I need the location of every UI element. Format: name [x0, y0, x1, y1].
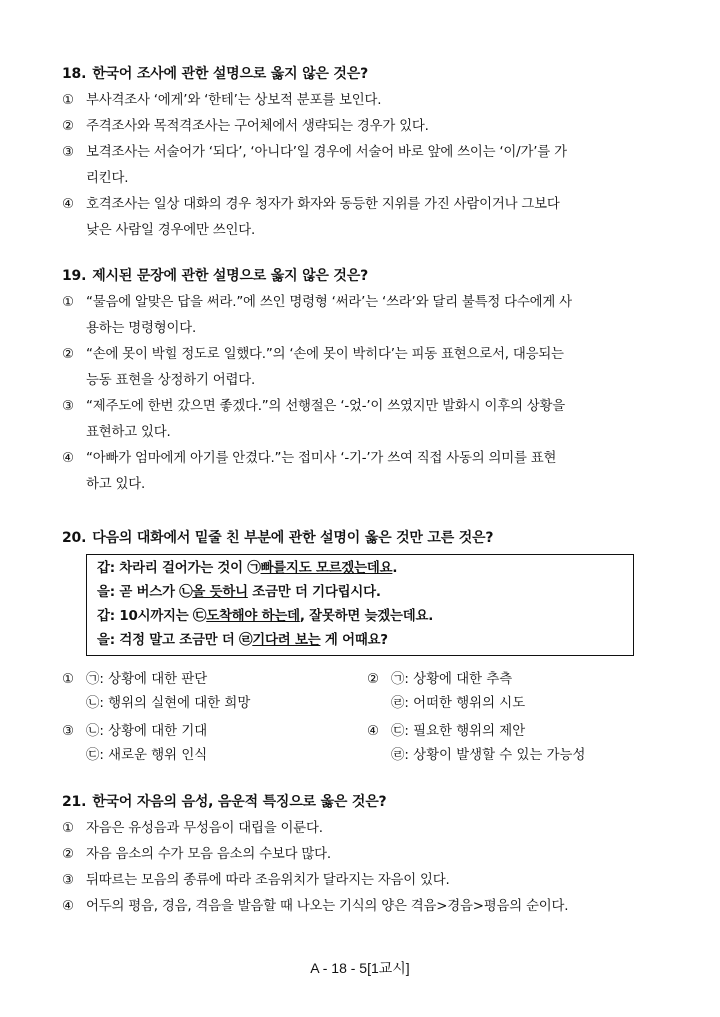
question-18-title: [62, 64, 672, 84]
choice-text: ㉢: 필요한 행위의 제안: [391, 724, 526, 739]
option-text: 하고 있다.: [86, 477, 146, 492]
question-text: 한국어 조사에 관한 설명으로 옳지 않은 것은?: [92, 66, 368, 82]
underlined-phrase: 기다려 보는: [252, 633, 321, 648]
question-19: [62, 266, 672, 498]
option-text: 어두의 평음, 경음, 격음을 발음할 때 나오는 기식의 양은 격음>경음>평음의 순이다.: [86, 899, 569, 914]
question-number: 20.: [62, 530, 87, 546]
option-marker: ③: [62, 399, 74, 414]
option-text: 표현하고 있다.: [86, 425, 171, 440]
dialogue-text: 갑: 10시까지는: [97, 609, 193, 624]
choice-text: ㉡: 상황에 대한 기대: [86, 724, 208, 739]
option-4[interactable]: [62, 894, 672, 920]
option-3[interactable]: [62, 140, 672, 192]
option-marker: ②: [62, 847, 74, 862]
option-text: 용하는 명령형이다.: [86, 321, 196, 336]
dialogue-text: 을: 걱정 말고 조금만 더: [97, 633, 240, 648]
option-marker: ①: [62, 93, 74, 108]
question-21: [62, 792, 672, 920]
option-marker: ③: [62, 145, 74, 160]
option-marker: ②: [62, 347, 74, 362]
option-text: 능동 표현을 상정하기 어렵다.: [86, 373, 256, 388]
dialogue-line: [97, 605, 623, 629]
choice-3[interactable]: [62, 720, 367, 768]
option-text: 뒤따르는 모음의 종류에 따라 조음위치가 달라지는 자음이 있다.: [86, 873, 450, 888]
choice-text: ㉡: 행위의 실현에 대한 희망: [86, 696, 251, 711]
circled-marker: ㉣: [239, 633, 253, 648]
option-marker: ①: [62, 672, 75, 687]
question-text: 다음의 대화에서 밑줄 친 부분에 관한 설명이 옳은 것만 고른 것은?: [92, 530, 494, 546]
underlined-phrase: 올 듯하니: [192, 585, 248, 600]
option-1[interactable]: [62, 816, 672, 842]
dialogue-line: [97, 629, 623, 653]
question-number: 19.: [62, 268, 87, 284]
option-4[interactable]: [62, 192, 672, 244]
option-marker: ②: [62, 119, 74, 134]
option-text: 리킨다.: [86, 171, 129, 186]
question-number: 18.: [62, 66, 87, 82]
question-19-title: [62, 266, 672, 286]
circled-marker: ㉠: [247, 561, 261, 576]
underlined-phrase: 도착해야 하는데: [206, 609, 300, 624]
choice-text: ㉣: 어떠한 행위의 시도: [391, 696, 526, 711]
question-18: [62, 64, 672, 244]
option-4[interactable]: [62, 446, 672, 498]
option-text: 보격조사는 서술어가 ‘되다’, ‘아니다’일 경우에 서술어 바로 앞에 쓰이는 ‘이/가’를 가: [86, 145, 567, 160]
option-marker: ②: [367, 672, 380, 687]
dialogue-text: 갑: 차라리 걸어가는 것이: [97, 561, 248, 576]
option-marker: ④: [62, 197, 74, 212]
option-text: 자음은 유성음과 무성음이 대립을 이룬다.: [86, 821, 323, 836]
option-1[interactable]: [62, 88, 672, 114]
option-text: 낮은 사람일 경우에만 쓰인다.: [86, 223, 256, 238]
option-1[interactable]: [62, 290, 672, 342]
option-text: “손에 못이 박힐 정도로 일했다.”의 ‘손에 못이 박히다’는 피동 표현으로서, 대응되는: [86, 347, 564, 362]
page-footer: A - 18 - 5[1교시]: [310, 960, 410, 976]
option-text: 부사격조사 ‘에게’와 ‘한테’는 상보적 분포를 보인다.: [86, 93, 382, 108]
option-text: 주격조사와 목적격조사는 구어체에서 생략되는 경우가 있다.: [86, 119, 429, 134]
dialogue-text: 게 어때요?: [320, 633, 388, 648]
option-text: “아빠가 엄마에게 아기를 안겼다.”는 접미사 ‘-기-’가 쓰여 직접 사동의 의미를 표현: [86, 451, 557, 466]
dialogue-text: 을: 곧 버스가: [97, 585, 180, 600]
option-text: “물음에 알맞은 답을 써라.”에 쓰인 명령형 ‘써라’는 ‘쓰라’와 달리 불특정 다수에게 사: [86, 295, 572, 310]
choice-text: ㉢: 새로운 행위 인식: [86, 748, 208, 763]
choice-1[interactable]: [62, 668, 367, 716]
choice-4[interactable]: [367, 720, 672, 768]
option-3[interactable]: [62, 868, 672, 894]
option-marker: ④: [367, 724, 380, 739]
dialogue-box: [86, 554, 634, 656]
question-20-title: [62, 528, 672, 548]
option-2[interactable]: [62, 114, 672, 140]
choice-text: ㉣: 상황이 발생할 수 있는 가능성: [391, 748, 586, 763]
dialogue-text: .: [392, 561, 398, 576]
answer-choices: [62, 668, 672, 768]
question-20: [62, 528, 672, 768]
option-2[interactable]: [62, 842, 672, 868]
option-marker: ④: [62, 899, 74, 914]
dialogue-text: , 잘못하면 늦겠는데요.: [299, 609, 434, 624]
option-text: 호격조사는 일상 대화의 경우 청자가 화자와 동등한 지위를 가진 사람이거나 그보다: [86, 197, 560, 212]
option-marker: ①: [62, 821, 74, 836]
circled-marker: ㉡: [179, 585, 193, 600]
option-3[interactable]: [62, 394, 672, 446]
dialogue-text: 조금만 더 기다립시다.: [247, 585, 381, 600]
question-number: 21.: [62, 794, 87, 810]
question-text: 제시된 문장에 관한 설명으로 옳지 않은 것은?: [92, 268, 368, 284]
choice-text: ㉠: 상황에 대한 추측: [391, 672, 513, 687]
option-text: 자음 음소의 수가 모음 음소의 수보다 많다.: [86, 847, 331, 862]
choice-2[interactable]: [367, 668, 672, 716]
choice-text: ㉠: 상황에 대한 판단: [86, 672, 208, 687]
option-marker: ③: [62, 724, 75, 739]
option-marker: ④: [62, 451, 74, 466]
dialogue-line: [97, 557, 623, 581]
option-2[interactable]: [62, 342, 672, 394]
option-marker: ①: [62, 295, 74, 310]
question-text: 한국어 자음의 음성, 음운적 특징으로 옳은 것은?: [92, 794, 387, 810]
circled-marker: ㉢: [193, 609, 207, 624]
underlined-phrase: 빠를지도 모르겠는데요: [260, 561, 393, 576]
dialogue-line: [97, 581, 623, 605]
question-21-title: [62, 792, 672, 812]
option-marker: ③: [62, 873, 74, 888]
option-text: “제주도에 한번 갔으면 좋겠다.”의 선행절은 ‘-었-’이 쓰였지만 발화시 이후의 상황을: [86, 399, 565, 414]
